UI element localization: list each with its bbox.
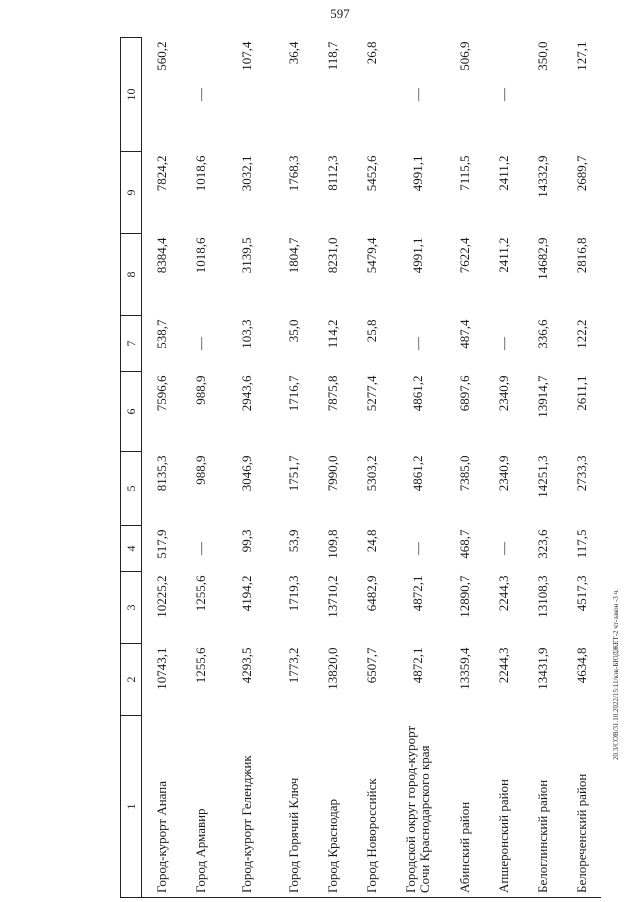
value-cell: 117,5 — [573, 529, 589, 559]
value-cell: 2340,9 — [495, 375, 511, 412]
column-header: 6 — [121, 372, 142, 452]
table-row — [391, 38, 445, 898]
value-cell: 14682,9 — [534, 237, 550, 280]
value-cell: 6507,7 — [363, 647, 379, 684]
value-cell: 13820,0 — [324, 647, 340, 690]
row-name-cell: Городской округ город-курорт Сочи Краснодарского края — [391, 716, 445, 898]
table-row — [142, 38, 182, 898]
value-cell: 7115,5 — [456, 155, 472, 191]
value-cell: 2733,3 — [573, 455, 589, 492]
value-cell: 4872,1 — [410, 575, 425, 612]
column-header: 10 — [121, 38, 142, 152]
value-cell: — — [192, 337, 208, 350]
value-cell: 2943,6 — [239, 375, 254, 412]
row-name-cell: Город-курорт Анапа — [142, 716, 182, 898]
column-header: 7 — [121, 316, 142, 372]
value-cell: 118,7 — [324, 41, 340, 71]
column-header: 5 — [121, 452, 142, 526]
value-cell: 99,3 — [239, 529, 254, 553]
value-cell: — — [495, 542, 511, 555]
column-header: 4 — [121, 526, 142, 572]
value-cell: 2411,2 — [495, 155, 511, 191]
value-cell: 5277,4 — [363, 375, 379, 412]
row-name-cell: Город Новороссийск — [352, 716, 391, 898]
value-cell: 468,7 — [456, 529, 472, 559]
value-cell: 127,1 — [573, 41, 589, 71]
value-cell: 4861,2 — [410, 455, 425, 492]
value-cell: 1768,3 — [285, 155, 301, 192]
value-cell: 2611,1 — [573, 375, 589, 411]
value-cell: 35,0 — [285, 319, 301, 343]
value-cell: 3032,1 — [239, 155, 254, 192]
value-cell: 7990,0 — [324, 455, 340, 492]
budget-table — [120, 37, 601, 898]
value-cell: 12890,7 — [456, 575, 472, 618]
budget-table-container — [120, 38, 620, 898]
value-cell: 350,0 — [534, 41, 550, 71]
value-cell: 4872,1 — [410, 647, 425, 684]
value-cell: 1751,7 — [285, 455, 301, 492]
table-row — [181, 38, 220, 898]
value-cell: — — [192, 88, 208, 101]
table-row — [523, 38, 562, 898]
value-cell: 4517,3 — [573, 575, 589, 612]
value-cell: 2411,2 — [495, 237, 511, 273]
value-cell: 4194,2 — [239, 575, 254, 612]
column-header: 8 — [121, 234, 142, 316]
value-cell: 6897,6 — [456, 375, 472, 412]
value-cell: 5452,6 — [363, 155, 379, 192]
value-cell: 487,4 — [456, 319, 472, 349]
row-name-cell: Город Армавир — [181, 716, 220, 898]
column-header: 1 — [121, 716, 142, 898]
row-name-cell: Город-курорт Геленджик — [220, 716, 274, 898]
value-cell: 7385,0 — [456, 455, 472, 492]
row-name-cell: Город Краснодар — [313, 716, 352, 898]
value-cell: 2816,8 — [573, 237, 589, 274]
table-row — [220, 38, 274, 898]
value-cell: 336,6 — [534, 319, 550, 349]
value-cell: 14251,3 — [534, 455, 550, 498]
table-row — [274, 38, 313, 898]
value-cell: 10225,2 — [153, 575, 169, 618]
table-row — [484, 38, 523, 898]
value-cell: — — [410, 88, 425, 101]
row-name-cell: Апшеронский район — [484, 716, 523, 898]
value-cell: 24,8 — [363, 529, 379, 553]
value-cell: 13108,3 — [534, 575, 550, 618]
value-cell: 25,8 — [363, 319, 379, 343]
table-row — [562, 38, 601, 898]
value-cell: 538,7 — [153, 319, 169, 349]
table-row — [313, 38, 352, 898]
value-cell: 26,8 — [363, 41, 379, 65]
value-cell: 109,8 — [324, 529, 340, 559]
value-cell: 1018,6 — [192, 237, 208, 274]
value-cell: 1719,3 — [285, 575, 301, 612]
value-cell: 517,9 — [153, 529, 169, 559]
value-cell: 7596,6 — [153, 375, 169, 412]
document-code: 20.3/СОВ/31.10.2022/15:11/кзк-БЮДЖЕТ-2 чт-закон -3 ч. — [612, 589, 620, 760]
value-cell: 7875,8 — [324, 375, 340, 412]
value-cell: 4991,1 — [410, 237, 425, 274]
value-cell: 2244,3 — [495, 647, 511, 684]
value-cell: 8384,4 — [153, 237, 169, 274]
page-number: 597 — [330, 6, 350, 21]
value-cell: — — [495, 337, 511, 350]
value-cell: 4634,8 — [573, 647, 589, 684]
value-cell: 13359,4 — [456, 647, 472, 690]
value-cell: 1018,6 — [192, 155, 208, 192]
table-row — [445, 38, 484, 898]
value-cell: 506,9 — [456, 41, 472, 71]
value-cell: 988,9 — [192, 455, 208, 485]
value-cell: 13710,2 — [324, 575, 340, 618]
value-cell: 4991,1 — [410, 155, 425, 192]
value-cell: 3046,9 — [239, 455, 254, 492]
value-cell: 114,2 — [324, 319, 340, 349]
value-cell: 1255,6 — [192, 647, 208, 684]
value-cell: 1716,7 — [285, 375, 301, 412]
value-cell: 13914,7 — [534, 375, 550, 418]
column-header-row — [121, 38, 142, 898]
value-cell: — — [410, 542, 425, 555]
value-cell: 2689,7 — [573, 155, 589, 192]
value-cell: 560,2 — [153, 41, 169, 71]
value-cell: 4293,5 — [239, 647, 254, 684]
column-header: 2 — [121, 644, 142, 716]
value-cell: 14332,9 — [534, 155, 550, 198]
table-body — [142, 38, 602, 898]
value-cell: 1773,2 — [285, 647, 301, 684]
value-cell: 122,2 — [573, 319, 589, 349]
value-cell: 2244,3 — [495, 575, 511, 612]
value-cell: 8231,0 — [324, 237, 340, 274]
value-cell: 103,3 — [239, 319, 254, 349]
value-cell: 3139,5 — [239, 237, 254, 274]
value-cell: 323,6 — [534, 529, 550, 559]
value-cell: — — [495, 88, 511, 101]
row-name-cell: Белореченский район — [562, 716, 601, 898]
value-cell: 4861,2 — [410, 375, 425, 412]
row-name-cell: Абинский район — [445, 716, 484, 898]
value-cell: 10743,1 — [153, 647, 169, 690]
value-cell: — — [410, 337, 425, 350]
value-cell: 53,9 — [285, 529, 301, 553]
row-name-cell: Город Горячий Ключ — [274, 716, 313, 898]
table-row — [352, 38, 391, 898]
value-cell: 7622,4 — [456, 237, 472, 274]
value-cell: 1804,7 — [285, 237, 301, 274]
value-cell: 36,4 — [285, 41, 301, 65]
value-cell: 1255,6 — [192, 575, 208, 612]
value-cell: — — [192, 542, 208, 555]
value-cell: 8135,3 — [153, 455, 169, 492]
column-header: 9 — [121, 152, 142, 234]
value-cell: 8112,3 — [324, 155, 340, 191]
value-cell: 5479,4 — [363, 237, 379, 274]
value-cell: 2340,9 — [495, 455, 511, 492]
value-cell: 5303,2 — [363, 455, 379, 492]
value-cell: 988,9 — [192, 375, 208, 405]
value-cell: 107,4 — [239, 41, 254, 71]
row-name-cell: Белоглинский район — [523, 716, 562, 898]
column-header: 3 — [121, 572, 142, 644]
value-cell: 6482,9 — [363, 575, 379, 612]
value-cell: 7824,2 — [153, 155, 169, 192]
value-cell: 13431,9 — [534, 647, 550, 690]
